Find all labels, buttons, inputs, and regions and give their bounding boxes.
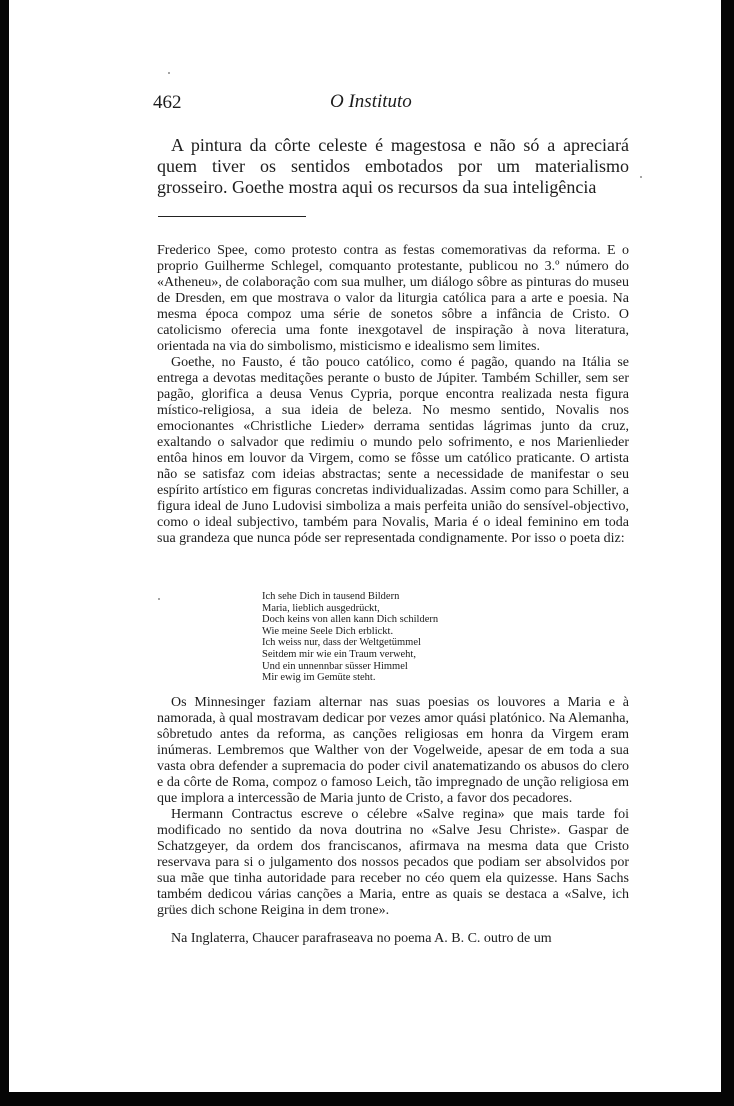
continued-text [157,695,629,919]
running-title: O Instituto [330,91,412,112]
poem-line: Doch keins von allen kann Dich schildern [262,614,439,626]
poem-line: Wie meine Seele Dich erblickt. [262,625,394,637]
poem-line: Und ein unnennbar süsser Himmel [262,660,408,672]
notes-section [157,243,629,547]
poem-line: Ich sehe Dich in tausend Bildern [262,591,400,602]
poem-quote [262,591,562,684]
page-number: 462 [153,92,182,113]
note-paragraph: Frederico Spee, como protesto contra as festas comemorativas da reforma. E o proprio Guilherme Schlegel, comquanto protestante, publicou no 3.º número do «Atheneu», de colaboração com sua mulher, um diálogo sôbre as pinturas do museu de Dresden, em que mostrava o valor da liturgia católica para a arte e poesia. Na mesma época compoz uma série de sonetos sôbre a infância de Cristo. O catolicismo oferecia uma fonte inexgotavel de inspiração à nova literatura, orientada na via do simbolismo, misticismo e idealismo sem limites. [157,243,629,354]
scan-speck [640,176,642,178]
scan-border-left [0,0,9,1106]
poem-line: Maria, lieblich ausgedrückt, [262,602,380,614]
poem-line: Mir ewig im Gemüte steht. [262,672,376,684]
scan-border-right [721,0,734,1106]
scan-speck [168,72,170,74]
scan-border-bottom [0,1092,734,1106]
scan-speck [158,598,160,600]
last-line: Na Inglaterra, Chaucer parafraseava no poema A. B. C. outro de um [171,931,552,946]
note-paragraph: Goethe, no Fausto, é tão pouco católico, como é pagão, quando na Itália se entrega a devotas meditações perante o busto de Júpiter. Também Schiller, sem ser pagão, glorifica a deusa Venus Cypria, porque encontra realizada nesta figura místico-religiosa, a sua ideia de beleza. No mesmo sentido, Novalis nos emocionantes «Christliche Lieder» derrama sentidas lágrimas junto da cruz, exaltando o salvador que redimiu o mundo pelo sofrimento, e nos Marienlieder entôa hinos em louvor da Virgem, como se fôsse um católico praticante. O artista não se satisfaz com ideias abstractas; sente a necessidade de manifestar o seu espírito artístico em figuras concretas individualizadas. Assim como para Schiller, a figura ideal de Juno Ludovisi simboliza a mais perfeita união do sensível-objectivo, como o ideal subjectivo, também para Novalis, Maria é o ideal feminino em toda sua grandeza que nunca póde ser representada condignamente. Por isso o poeta diz: [157,355,629,546]
poem-line: Ich weiss nur, dass der Weltgetümmel [262,637,421,649]
body-paragraph: Hermann Contractus escreve o célebre «Salve regina» que mais tarde foi modificado no sentido da nova doutrina no «Salve Jesu Christe». Gaspar de Schatzgeyer, da ordem dos franciscanos, afirmava na mesma data que Cristo reservava para si o julgamento dos nossos pecados que podiam ser absolvidos por sua mãe que tinha autoridade para receber no céo quem ela quizesse. Hans Sachs também dedicou várias canções a Maria, entre as quais se destaca a «Salve, ich grües dich schone Reigina in dem trone». [157,807,629,918]
poem-line: Seitdem mir wie ein Traum verweht, [262,648,416,660]
footnote-divider [158,216,306,217]
intro-paragraph: A pintura da côrte celeste é magestosa e não só a apreciará quem tiver os sentidos embotados por um materialismo grosseiro. Goethe mostra aqui os recursos da sua inteligência [157,135,629,197]
body-paragraph: Os Minnesinger faziam alternar nas suas poesias os louvores a Maria e à namorada, à qual mostravam dedicar por vezes amor quási platónico. Na Alemanha, sôbretudo antes da reforma, as canções religiosas em honra da Virgem eram inúmeras. Lembremos que Walther von der Vogelweide, apesar de em toda a sua vasta obra defender a supremacia do poder civil anatematizando os abusos do clero e da côrte de Roma, compoz o famoso Leich, tão impregnado de unção religiosa em que implora a intercessão de Maria junto de Cristo, a favor dos pecadores. [157,695,629,806]
